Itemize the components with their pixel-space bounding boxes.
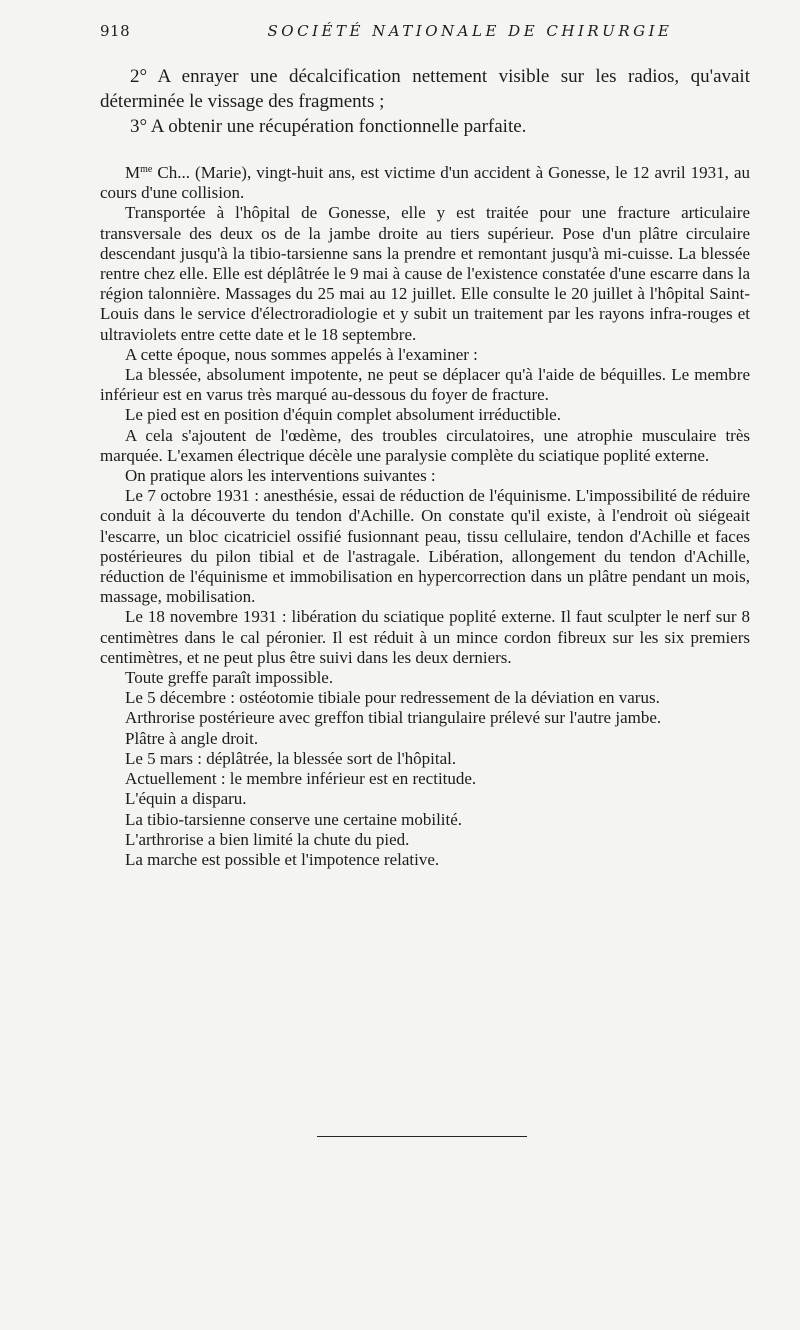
case-paragraph: Arthrorise postérieure avec greffon tibial triangulaire prélevé sur l'autre jambe. <box>125 708 662 728</box>
case-paragraph: Le 7 octobre 1931 : anesthésie, essai de réduction de l'équinisme. L'impossibilité de réduire conduit à la découverte du tendon d'Achille. On constate qu'il existe, à l'endroit où siégeait l'escarre, un bloc cicatriciel ossifié fusionnant peau, tissu cellulaire, tendon d'Achille et faces postérieures du pilon tibial et de l'astragale. Libération, allongement du tendon d'Achille, réduction de l'équinisme et immobilisation en hypercorrection dans un plâtre pendant un mois, massage, mobilisation. <box>100 486 750 607</box>
case-paragraph: A cela s'ajoutent de l'œdème, des troubles circulatoires, une atrophie musculaire très marquée. L'examen électrique décèle une paralysie complète du sciatique poplité externe. <box>100 425 750 465</box>
title-abbreviation-superscript: me <box>140 164 153 175</box>
page-number: 918 <box>100 22 131 40</box>
intro-item: 2° A enrayer une décalcification nettement visible sur les radios, qu'avait déterminée le vissage des fragments ; <box>100 66 750 112</box>
article-body <box>100 64 750 870</box>
case-paragraph: Actuellement : le membre inférieur est en rectitude. <box>125 769 477 789</box>
case-paragraph: Toute greffe paraît impossible. <box>125 668 334 688</box>
case-paragraph: On pratique alors les interventions suivantes : <box>125 466 436 486</box>
case-paragraph: Le 5 décembre : ostéotomie tibiale pour redressement de la déviation en varus. <box>125 688 660 708</box>
case-report <box>100 163 750 870</box>
case-paragraph: Plâtre à angle droit. <box>125 728 259 748</box>
case-paragraph: L'arthrorise a bien limité la chute du pied. <box>125 829 410 849</box>
intro-item: 3° A obtenir une récupération fonctionnelle parfaite. <box>130 116 527 137</box>
case-paragraph: La tibio-tarsienne conserve une certaine mobilité. <box>125 809 463 829</box>
case-paragraph: Le pied est en position d'équin complet absolument irréductible. <box>125 405 561 425</box>
page-header <box>100 22 780 46</box>
title-abbreviation: M <box>125 163 141 182</box>
case-paragraph: $M^{me}$ Ch... (Marie), vingt-huit ans, est victime d'un accident à Gonesse, le 12 avril 1931, au cours d'une collision. <box>100 163 750 203</box>
running-title: SOCIÉTÉ NATIONALE DE CHIRURGIE <box>267 22 673 40</box>
case-paragraph: Le 18 novembre 1931 : libération du sciatique poplité externe. Il faut sculpter le nerf sur 8 centimètres dans le cal péronier. Il est réduit à un mince cordon fibreux sur les six premiers centimètres, et ne peut plus être suivi dans les deux derniers. <box>100 607 750 667</box>
case-paragraph: L'équin a disparu. <box>125 789 247 809</box>
case-paragraph: Transportée à l'hôpital de Gonesse, elle y est traitée pour une fracture articulaire transversale des deux os de la jambe droite au tiers supérieur. Pose d'un plâtre circulaire descendant jusqu'à la tibio-tarsienne sans la prendre et remontant jusqu'à mi-cuisse. La blessée rentre chez elle. Elle est déplâtrée le 9 mai à cause de l'existence constatée d'une escarre dans la région talonnière. Massages du 25 mai au 12 juillet. Elle consulte le 20 juillet à l'hôpital Saint-Louis dans le service d'électroradiologie et y subit un traitement par les rayons infra-rouges et ultraviolets entre cette date et le 18 septembre. <box>100 203 750 344</box>
section-end-rule <box>317 1136 527 1137</box>
case-paragraph: La marche est possible et l'impotence relative. <box>125 849 440 869</box>
case-paragraph: La blessée, absolument impotente, ne peut se déplacer qu'à l'aide de béquilles. Le membre inférieur est en varus très marqué au-dessous du foyer de fracture. <box>100 365 750 405</box>
case-paragraph: A cette époque, nous sommes appelés à l'examiner : <box>125 344 478 364</box>
intro-list <box>100 64 750 139</box>
case-paragraph: Le 5 mars : déplâtrée, la blessée sort de l'hôpital. <box>125 748 457 768</box>
